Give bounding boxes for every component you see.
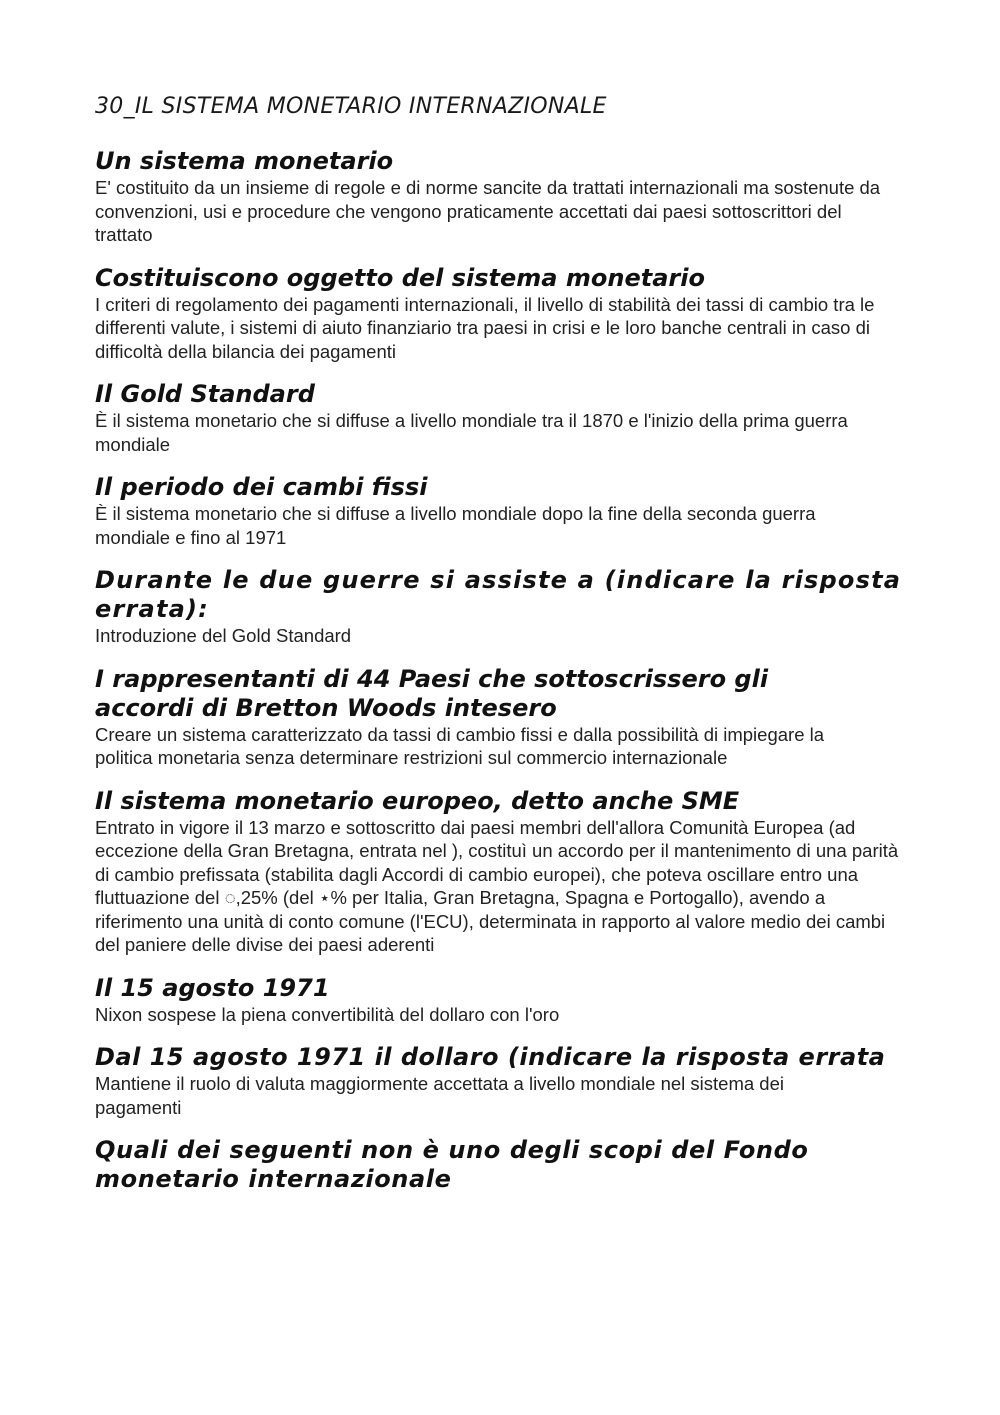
qa-section	[95, 473, 905, 549]
question-heading: Costituiscono oggetto del sistema monetario	[95, 263, 705, 292]
answer-text: Mantiene il ruolo di valuta maggiormente accettata a livello mondiale nel sistema dei pagamenti	[95, 1073, 784, 1118]
question-heading: I rappresentanti di 44 Paesi che sottoscrissero gli accordi di Bretton Woods intesero	[95, 664, 769, 722]
answer-text: È il sistema monetario che si diffuse a livello mondiale tra il 1870 e l'inizio della prima guerra mondiale	[95, 410, 848, 455]
qa-section	[95, 380, 905, 456]
answer-text: Nixon sospese la piena convertibilità del dollaro con l'oro	[95, 1003, 560, 1025]
qa-section	[95, 974, 905, 1027]
qa-section	[95, 1136, 905, 1194]
document-title: 30_IL SISTEMA MONETARIO INTERNAZIONALE	[95, 94, 607, 119]
question-heading: Un sistema monetario	[95, 147, 394, 175]
answer-text: Entrato in vigore il 13 marzo e sottoscritto dai paesi membri dell'allora Comunità Europea (ad eccezione della Gran Bretagna, entrata nel ), costituì un accordo per il mantenimento di una parità di cambio prefissata (stabilita dagli Accordi di cambio europei), che poteva oscillare entro una fluttuazione del ◌,25% (del ⋆% per Italia, Gran Bretagna, Spagna e Portogallo), avendo a riferimento una unità di conto comune (l'ECU), determinata in rapporto al valore medio dei cambi del paniere delle divise dei paesi aderenti	[95, 816, 899, 955]
answer-text: I criteri di regolamento dei pagamenti internazionali, il livello di stabilità dei tassi di cambio tra le differenti valute, i sistemi di aiuto finanziario tra paesi in crisi e le loro banche centrali in caso di difficoltà della bilancia dei pagamenti	[95, 293, 875, 362]
question-heading: Il 15 agosto 1971	[95, 973, 330, 1002]
answer-text: Creare un sistema caratterizzato da tassi di cambio fissi e dalla possibilità di impiegare la politica monetaria senza determinare restrizioni sul commercio internazionale	[95, 723, 825, 768]
answer-text: È il sistema monetario che si diffuse a livello mondiale dopo la fine della seconda guerra mondiale e fino al 1971	[95, 503, 816, 548]
question-heading: Il Gold Standard	[95, 380, 315, 408]
answer-text: E' costituito da un insieme di regole e di norme sancite da trattati internazionali ma sostenute da convenzioni, usi e procedure che vengono praticamente accettati dai paesi sottoscrittori del trattato	[95, 177, 881, 245]
question-heading: Quali dei seguenti non è uno degli scopi del Fondo monetario internazionale	[95, 1136, 809, 1193]
question-heading: Il sistema monetario europeo, detto anche SME	[95, 786, 740, 815]
qa-section	[95, 147, 905, 247]
question-heading: Dal 15 agosto 1971 il dollaro (indicare la risposta errata	[95, 1043, 886, 1071]
question-heading: Il periodo dei cambi fissi	[95, 473, 428, 501]
document-page	[95, 92, 905, 1211]
answer-text: Introduzione del Gold Standard	[95, 625, 352, 646]
question-heading: Durante le due guerre si assiste a (indicare la risposta errata):	[95, 566, 902, 623]
qa-section	[95, 1043, 905, 1119]
qa-section	[95, 787, 905, 957]
qa-section	[95, 264, 905, 364]
qa-section	[95, 566, 905, 648]
qa-section	[95, 665, 905, 770]
